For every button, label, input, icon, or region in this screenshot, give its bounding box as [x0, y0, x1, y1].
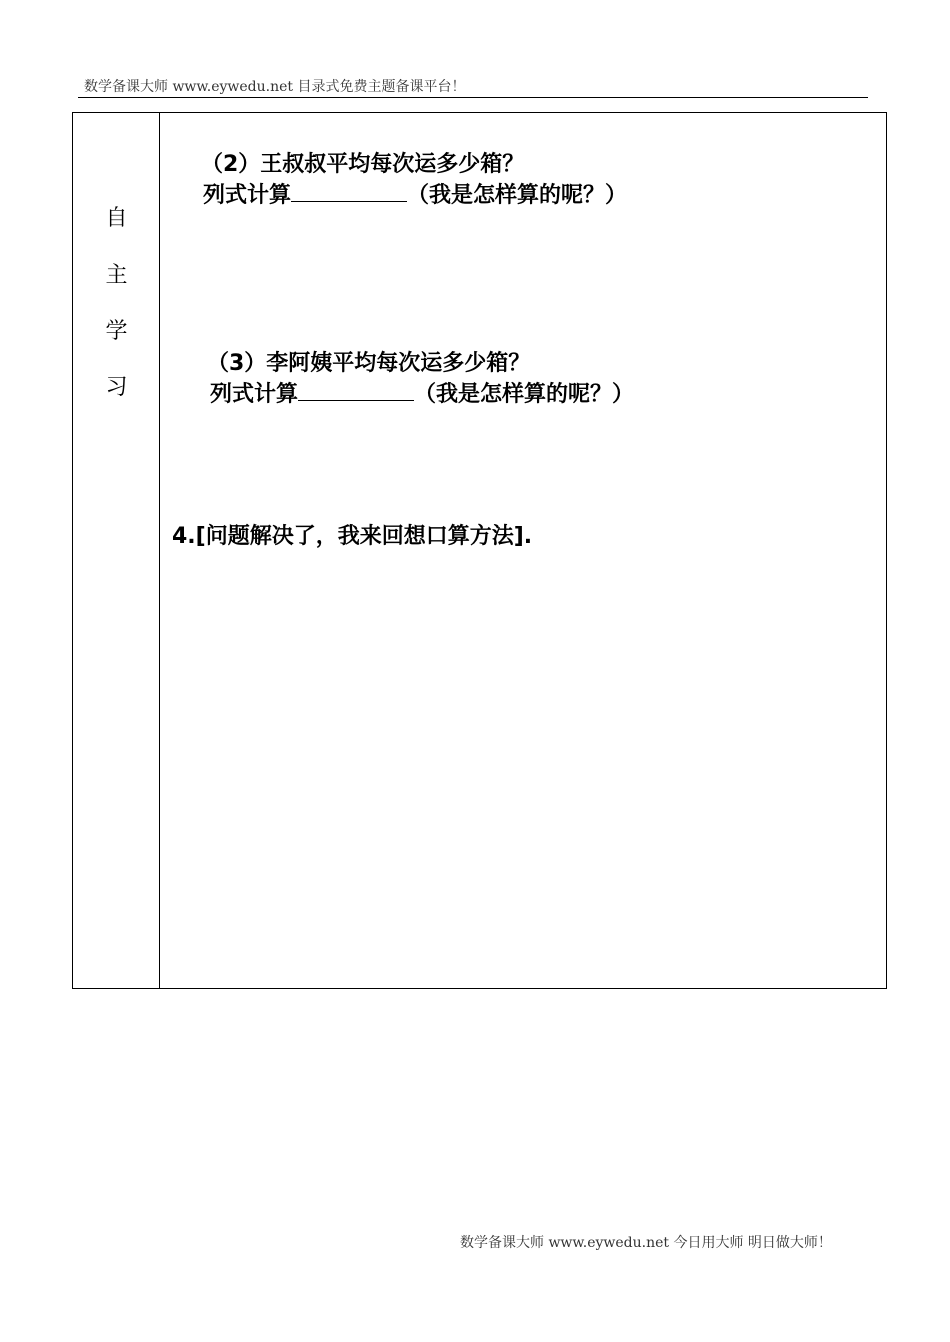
- question-4: 4.[问题解决了，我来回想口算方法].: [172, 524, 533, 549]
- page-footer: 数学备课大师 www.eywedu.net 今日用大师 明日做大师！: [460, 1235, 832, 1251]
- worksheet-table: [72, 112, 887, 989]
- page-header: 数学备课大师 www.eywedu.net 目录式免费主题备课平台！: [84, 79, 466, 95]
- formula-suffix: （我是怎样算的呢？）: [414, 382, 635, 407]
- question-3: （3）李阿姨平均每次运多少箱？: [207, 351, 531, 376]
- section-label-char-1: 自: [105, 206, 128, 231]
- answer-blank[interactable]: [298, 380, 414, 401]
- formula-prefix: 列式计算: [210, 382, 299, 407]
- section-label-cell: [73, 113, 160, 988]
- header-rule: [78, 97, 868, 98]
- formula-suffix: （我是怎样算的呢？）: [407, 183, 628, 208]
- question-3-formula: [210, 377, 634, 408]
- answer-blank[interactable]: [291, 181, 407, 202]
- formula-prefix: 列式计算: [203, 183, 292, 208]
- section-label-char-3: 学: [105, 319, 128, 344]
- question-2: （2）王叔叔平均每次运多少箱？: [201, 152, 525, 177]
- section-label-char-2: 主: [105, 263, 128, 288]
- question-2-formula: [203, 178, 627, 209]
- section-label-char-4: 习: [105, 375, 128, 400]
